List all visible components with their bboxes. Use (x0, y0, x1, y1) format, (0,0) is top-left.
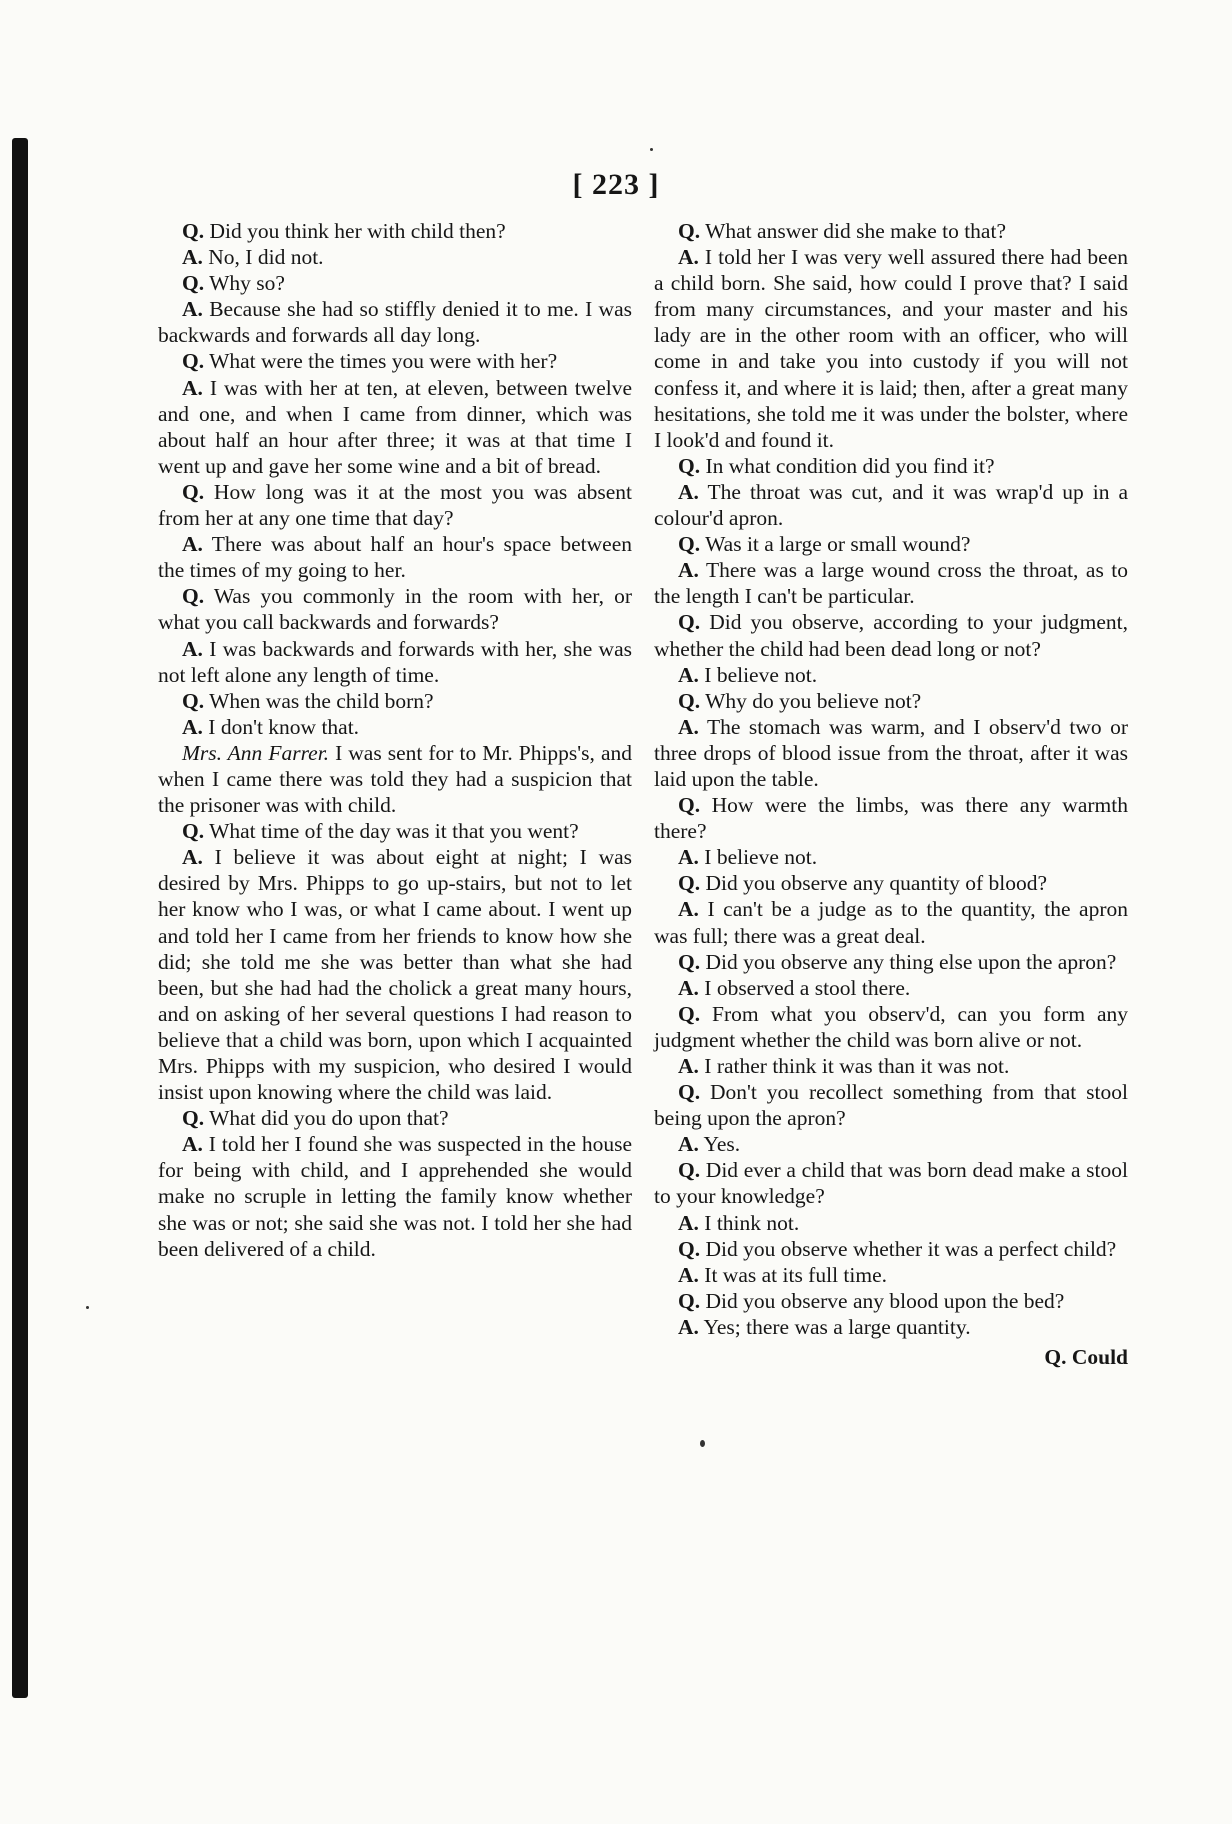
paragraph: A. I believe not. (678, 845, 818, 870)
paragraph: A. I was backwards and forwards with her, she was not left alone any length of time. (158, 636, 632, 687)
paragraph: Q. When was the child born? (182, 688, 434, 713)
paragraph: Q. Was you commonly in the room with her, or what you call backwards and forwards? (158, 584, 632, 635)
paragraph: Mrs. Ann Farrer. I was sent for to Mr. Phipps's, and when I came there was told they had a suspicion that the prisoner was with child. (158, 740, 632, 818)
paragraph: Q. Did you observe whether it was a perfect child? (678, 1236, 1117, 1261)
paragraph: Q. Did you observe any quantity of blood? (678, 871, 1048, 896)
paragraph: A. I think not. (678, 1210, 800, 1235)
paragraph: A. I was with her at ten, at eleven, between twelve and one, and when I came from dinner, which was about half an hour after three; it was at that time I went up and gave her some wine and a bit of bread. (158, 375, 632, 478)
paragraph: A. I told her I found she was suspected in the house for being with child, and I apprehended she would make no scruple in letting the family know whether she was or not; she said she was not. I told her she had been delivered of a child. (158, 1132, 632, 1261)
paragraph: A. Because she had so stiffly denied it to me. I was backwards and forwards all day long. (158, 297, 632, 348)
paragraph: A. Yes. (678, 1132, 741, 1157)
paragraph: Q. Did you observe any blood upon the bed? (678, 1288, 1065, 1313)
paragraph: A. It was at its full time. (678, 1262, 887, 1287)
paragraph: Q. Did you observe any thing else upon the apron? (678, 949, 1117, 974)
paragraph: Q. How were the limbs, was there any warmth there? (654, 793, 1128, 844)
paragraph: Q. Did you think her with child then? (182, 219, 506, 243)
paragraph: A. I believe it was about eight at night; I was desired by Mrs. Phipps to go up-stairs, but not to let her know who I was, or what I came about. I went up and told her I came from her friends to know how she did; she told me she was better than what she had been, but she had had the cholick a great many hours, and on asking of her several questions I had reason to believe that a child was born, upon which I acquainted Mrs. Phipps with my suspicion, who desired I would insist upon knowing where the child was laid. (158, 845, 632, 1105)
paragraph: A. I don't know that. (182, 714, 360, 739)
paragraph: Q. Did you observe, according to your judgment, whether the child had been dead long or not? (654, 610, 1128, 661)
paragraph: Q. From what you observ'd, can you form any judgment whether the child was born alive or not. (654, 1001, 1128, 1052)
left-column (158, 218, 632, 1262)
paragraph: A. There was about half an hour's space between the times of my going to her. (158, 532, 632, 583)
paragraph: A. I told her I was very well assured there had been a child born. She said, how could I prove that? I said from many circumstances, and your master and his lady are in the other room with an officer, who will come in and take you into custody if you will not confess it, and where it is laid; then, after a great many hesitations, she told me it was under the bolster, where I look'd and found it. (654, 245, 1128, 452)
paragraph: Q. Don't you recollect something from that stool being upon the apron? (654, 1080, 1128, 1131)
paragraph: Q. Why so? (182, 271, 285, 296)
right-column (654, 218, 1128, 1370)
scan-speck (650, 148, 653, 151)
paragraph: A. There was a large wound cross the throat, as to the length I can't be particular. (654, 558, 1128, 609)
paragraph: Q. What time of the day was it that you went? (182, 819, 579, 844)
paragraph: Q. What answer did she make to that? (678, 219, 1006, 243)
paragraph: Q. Did ever a child that was born dead make a stool to your knowledge? (654, 1158, 1128, 1209)
page-number: [ 223 ] (572, 168, 660, 201)
paragraph: A. I believe not. (678, 662, 818, 687)
paragraph: A. The stomach was warm, and I observ'd two or three drops of blood issue from the throat, after it was laid upon the table. (654, 714, 1128, 791)
paragraph: A. No, I did not. (182, 245, 324, 270)
paragraph: Q. What were the times you were with her? (182, 349, 558, 374)
paragraph: Q. What did you do upon that? (182, 1106, 449, 1131)
paragraph: A. I observed a stool there. (678, 975, 911, 1000)
paragraph: A. The throat was cut, and it was wrap'd up in a colour'd apron. (654, 479, 1128, 531)
paragraph: A. I can't be a judge as to the quantity, the apron was full; there was a great deal. (654, 897, 1128, 948)
paragraph: A. I rather think it was than it was not. (678, 1054, 1010, 1078)
catchword: Q. Could (1044, 1345, 1128, 1370)
paragraph: Q. Was it a large or small wound? (678, 532, 971, 557)
paragraph: Q. How long was it at the most you was absent from her at any one time that day? (158, 479, 632, 531)
paragraph: Q. Why do you believe not? (678, 688, 922, 713)
paragraph: A. Yes; there was a large quantity. (678, 1314, 971, 1339)
scan-speck (700, 1440, 705, 1447)
scan-speck (86, 1306, 89, 1309)
binding-shadow (12, 138, 28, 1698)
paragraph: Q. In what condition did you find it? (678, 453, 995, 478)
